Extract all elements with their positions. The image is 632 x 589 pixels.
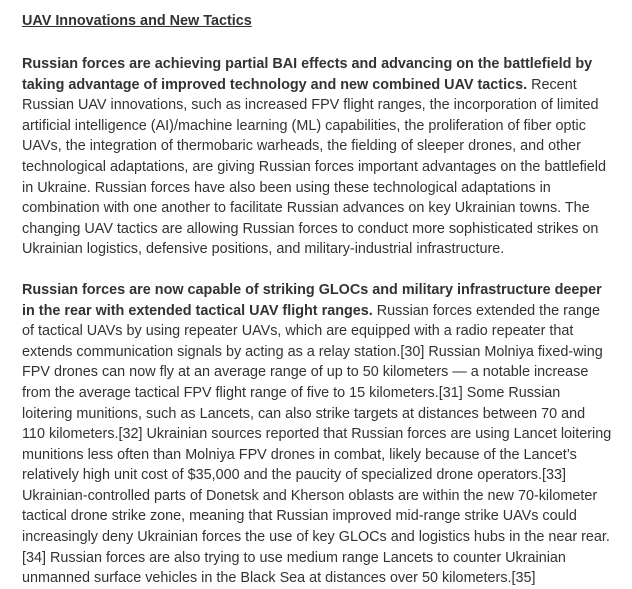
- paragraph-1-lead: Russian forces are achieving partial BAI effects and advancing on the battlefield by taking advantage of improved technology and new combined UAV tactics.: [22, 56, 593, 93]
- section-heading: UAV Innovations and New Tactics: [22, 13, 252, 29]
- paragraph-1: [22, 54, 612, 260]
- paragraph-2-body: Russian forces extended the range of tactical UAVs by using repeater UAVs, which are equipped with a radio repeater that extends communication signals by acting as a relay station.[30] Russian Molniya fixed-wing FPV drones can now fly at an average range of up to 50 kilometers — a notable increase from the average tactical FPV flight range of five to 15 kilometers.[31] Some Russian loitering munitions, such as Lancets, can also strike targets at distances between 70 and 110 kilometers.[32] Ukrainian sources reported that Russian forces are using Lancet loitering munitions less often than Molniya FPV drones in combat, likely because of the Lancet’s relatively high unit cost of $35,000 and the paucity of specialized drone operators.[33] Ukrainian-controlled parts of Donetsk and Kherson oblasts are within the new 70-kilometer tactical drone strike zone, meaning that Russian improved mid-range strike UAVs could increasingly deny Ukrainian forces the use of key GLOCs and logistics hubs in the near rear.[34] Russian forces are also trying to use medium range Lancets to counter Ukrainian unmanned surface vehicles in the Black Sea at distances over 50 kilometers.[35]: [22, 302, 612, 587]
- paragraph-2: [22, 280, 612, 589]
- paragraph-1-body: Recent Russian UAV innovations, such as increased FPV flight ranges, the incorporation of limited artificial intelligence (AI)/machine learning (ML) capabilities, the proliferation of fiber optic UAVs, the integration of thermobaric warheads, the fielding of sleeper drones, and other technological adaptations, are giving Russian forces important advantages on the battlefield in Ukraine. Russian forces have also been using these technological adaptations in combination with one another to facilitate Russian advances on key Ukrainian towns. The changing UAV tactics are allowing Russian forces to conduct more sophisticated strikes on Ukrainian logistics, defensive positions, and military-industrial infrastructure.: [22, 76, 606, 258]
- paragraph-2-lead: Russian forces are now capable of striking GLOCs and military infrastructure deeper in the rear with extended tactical UAV flight ranges.: [22, 281, 602, 319]
